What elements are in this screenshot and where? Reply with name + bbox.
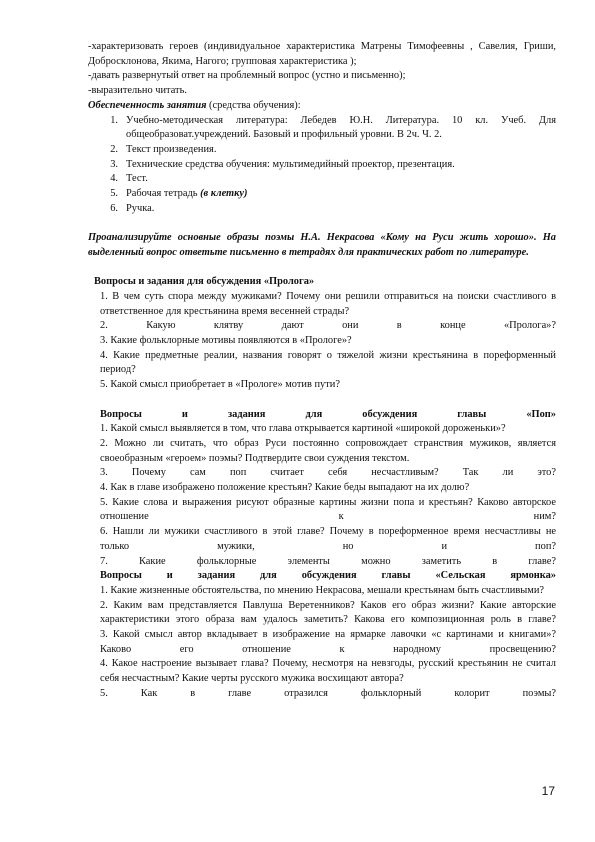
question: 4. Какое настроение вызывает глава? Почему, несмотря на невзгоды, русский крестьянин не считал себя несчастным? Какие черты русского мужика восхищают автора? (100, 658, 556, 685)
intro-line-1: -характеризовать героев (индивидуальное характеристика Матрены Тимофеевны , Савелия, Гриши, Добросклонова, Якима, Нагого; групповая характеристика ); (88, 41, 556, 67)
list-item: 1. Учебно-методическая литература: Лебедев Ю.Н. Литература. 10 кл. Учеб. Для общеобразоват.учреждений. Базовый и профильный уровни. В 2ч. Ч. 2. (110, 114, 556, 141)
question: 2. Какую клятву дают они в конце «Пролога»? (100, 320, 556, 332)
provision-list (88, 114, 556, 217)
question: 4. Какие предметные реалии, названия говорят о тяжелой жизни крестьянина в пореформенный период? (100, 349, 556, 376)
list-item: 2. Текст произведения. (110, 143, 217, 155)
prolog-questions (88, 290, 556, 393)
fair-questions (88, 584, 556, 702)
document-body (88, 40, 556, 702)
question: 6. Нашли ли мужики счастливого в этой главе? Почему в пореформенное время несчастливы не только мужики, но и поп? (100, 526, 556, 552)
list-item: 4. Тест. (110, 173, 148, 185)
fair-heading: Вопросы и задания для обсуждения главы «Сельская ярмонка» (100, 570, 556, 582)
question: 3. Какие фольклорные мотивы появляются в «Прологе»? (100, 335, 352, 347)
task-instruction: Проанализируйте основные образы поэмы Н.А. Некрасова «Кому на Руси жить хорошо». На выделенный вопрос ответьте письменно в тетрадях для практических работ по литературе. (88, 232, 556, 258)
list-item: 3. Технические средства обучения: мультимедийный проектор, презентация. (110, 158, 455, 170)
question: 1. Какой смысл выявляется в том, что глава открывается картиной «широкой дороженьки»? (100, 423, 506, 435)
question: 5. Какие слова и выражения рисуют образные картины жизни попа и крестьян? Каково авторское отношение к ним? (100, 496, 556, 523)
question: 4. Как в главе изображено положение крестьян? Какие беды выпадают на их долю? (100, 482, 470, 494)
question: 1. Какие жизненные обстоятельства, по мнению Некрасова, мешали крестьянам быть счастливыми? (100, 584, 544, 596)
list-item: 5. Рабочая тетрадь (в клетку) (110, 188, 248, 200)
question: 5. Как в главе отразился фольклорный колорит поэмы? (100, 687, 556, 699)
pop-questions (88, 422, 556, 569)
provision-heading (88, 99, 556, 114)
question: 3. Почему сам поп считает себя несчастливым? Так ли это? (100, 467, 556, 479)
question: 3. Какой смысл автор вкладывает в изображение на ярмарке лавочки «с картинами и книгами»? Каково его отношение к народному просвещению? (100, 629, 556, 655)
intro-line-3: -выразительно читать. (88, 85, 187, 97)
question: 1. В чем суть спора между мужиками? Почему они решили отправиться на поиски счастливого в ответственное для крестьянина время весенней страды? (100, 290, 556, 317)
list-item: 6. Ручка. (110, 202, 155, 214)
question: 5. Какой смысл приобретает в «Прологе» мотив пути? (100, 379, 340, 391)
question: 7. Какие фольклорные элементы можно заметить в главе? (100, 555, 556, 567)
intro-line-2: -давать развернутый ответ на проблемный вопрос (устно и письменно); (88, 70, 406, 82)
page-number: 17 (541, 784, 555, 798)
question: 2. Каким вам представляется Павлуша Веретенников? Каков его образ жизни? Какие авторские характеристики этого образа вам удалось заметить? Какова его композиционная роль в главе? (100, 599, 556, 626)
prolog-heading: Вопросы и задания для обсуждения «Пролога» (94, 276, 315, 288)
pop-heading: Вопросы и задания для обсуждения главы «Поп» (100, 408, 556, 420)
provision-label: Обеспеченность занятия (88, 99, 207, 111)
provision-rest: (средства обучения): (206, 99, 301, 111)
question: 2. Можно ли считать, что образ Руси постоянно сопровождает странствия мужиков, является своеобразным «героем» поэмы? Подтвердите свои суждения текстом. (100, 437, 556, 464)
